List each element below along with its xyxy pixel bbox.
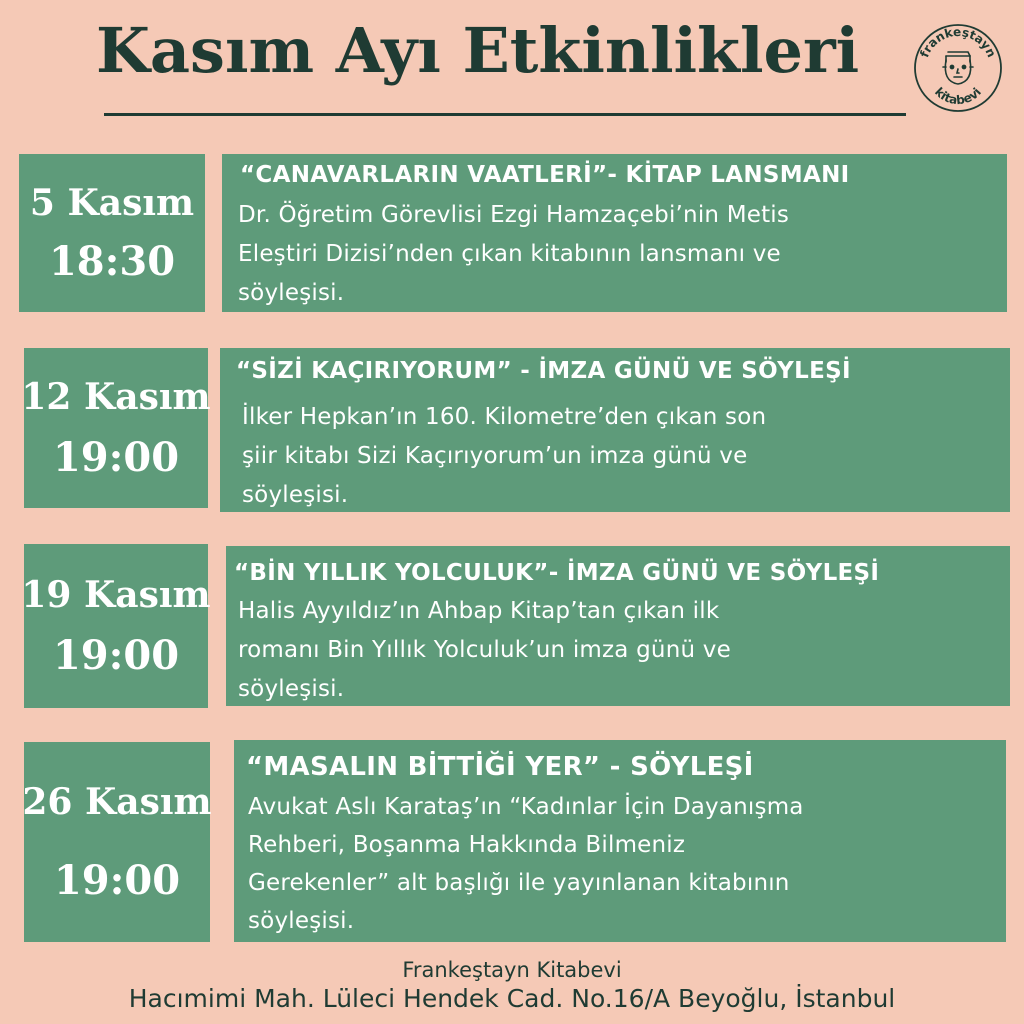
event-4-time: 19:00 bbox=[53, 856, 181, 904]
event-1-line-1: Dr. Öğretim Görevlisi Ezgi Hamzaçebi’nin Metis bbox=[238, 202, 790, 228]
event-1-line-2: Eleştiri Dizisi’nden çıkan kitabının lansmanı ve bbox=[238, 241, 781, 267]
event-3-title: “BİN YILLIK YOLCULUK”- İMZA GÜNÜ VE SÖYLEŞİ bbox=[234, 560, 880, 586]
event-2-date: 12 Kasım bbox=[21, 375, 211, 418]
logo-top-text: frankeştayn bbox=[917, 24, 999, 60]
svg-text:frankeştayn bbox=[917, 25, 998, 60]
event-2-line-3: söyleşisi. bbox=[242, 482, 349, 508]
event-4-line-1: Avukat Aslı Karataş’ın “Kadınlar İçin Dayanışma bbox=[248, 794, 804, 820]
footer-address: Hacımimi Mah. Lüleci Hendek Cad. No.16/A Beyoğlu, İstanbul bbox=[128, 984, 896, 1013]
event-4-body bbox=[248, 788, 804, 940]
event-2-line-1: İlker Hepkan’ın 160. Kilometre’den çıkan son bbox=[242, 404, 767, 430]
event-3-line-2: romanı Bin Yıllık Yolculuk’un imza günü ve bbox=[238, 637, 731, 663]
event-3-body bbox=[238, 592, 731, 709]
event-2-body bbox=[242, 398, 766, 515]
event-3-line-3: söyleşisi. bbox=[238, 676, 345, 702]
event-4-date-box bbox=[24, 742, 210, 942]
event-3-line-1: Halis Ayyıldız’ın Ahbap Kitap’tan çıkan ilk bbox=[238, 598, 720, 624]
event-1-line-3: söyleşisi. bbox=[238, 280, 345, 306]
event-3-date-box bbox=[21, 544, 211, 708]
event-1-date-box bbox=[19, 154, 205, 312]
event-2-title: “SİZİ KAÇIRIYORUM” - İMZA GÜNÜ VE SÖYLEŞİ bbox=[236, 358, 851, 384]
event-3-time: 19:00 bbox=[52, 631, 180, 679]
event-1-date: 5 Kasım bbox=[29, 181, 195, 224]
frankenstein-face-icon bbox=[943, 52, 973, 84]
page-title: Kasım Ayı Etkinlikleri bbox=[96, 14, 860, 87]
bookstore-logo bbox=[912, 22, 1004, 114]
event-4-date: 26 Kasım bbox=[22, 780, 212, 823]
logo-bottom-text: kitabevi bbox=[931, 84, 985, 108]
event-4-line-4: söyleşisi. bbox=[248, 908, 355, 934]
event-2-line-2: şiir kitabı Sizi Kaçırıyorum’un imza günü ve bbox=[242, 443, 748, 469]
event-2-time: 19:00 bbox=[52, 433, 180, 481]
event-4-title: “MASALIN BİTTİĞİ YER” - SÖYLEŞİ bbox=[246, 752, 754, 782]
event-4-line-2: Rehberi, Boşanma Hakkında Bilmeniz bbox=[248, 832, 686, 858]
footer-store-name: Frankeştayn Kitabevi bbox=[402, 958, 622, 982]
event-3-date: 19 Kasım bbox=[21, 573, 211, 616]
event-1-time: 18:30 bbox=[48, 237, 176, 285]
svg-text:kitabevi bbox=[932, 85, 984, 108]
event-2-date-box bbox=[21, 348, 211, 508]
event-1-body bbox=[238, 196, 789, 313]
title-divider bbox=[104, 113, 906, 116]
event-4-line-3: Gerekenler” alt başlığı ile yayınlanan kitabının bbox=[248, 870, 790, 896]
event-1-title: “CANAVARLARIN VAATLERİ”- KİTAP LANSMANI bbox=[240, 162, 850, 188]
